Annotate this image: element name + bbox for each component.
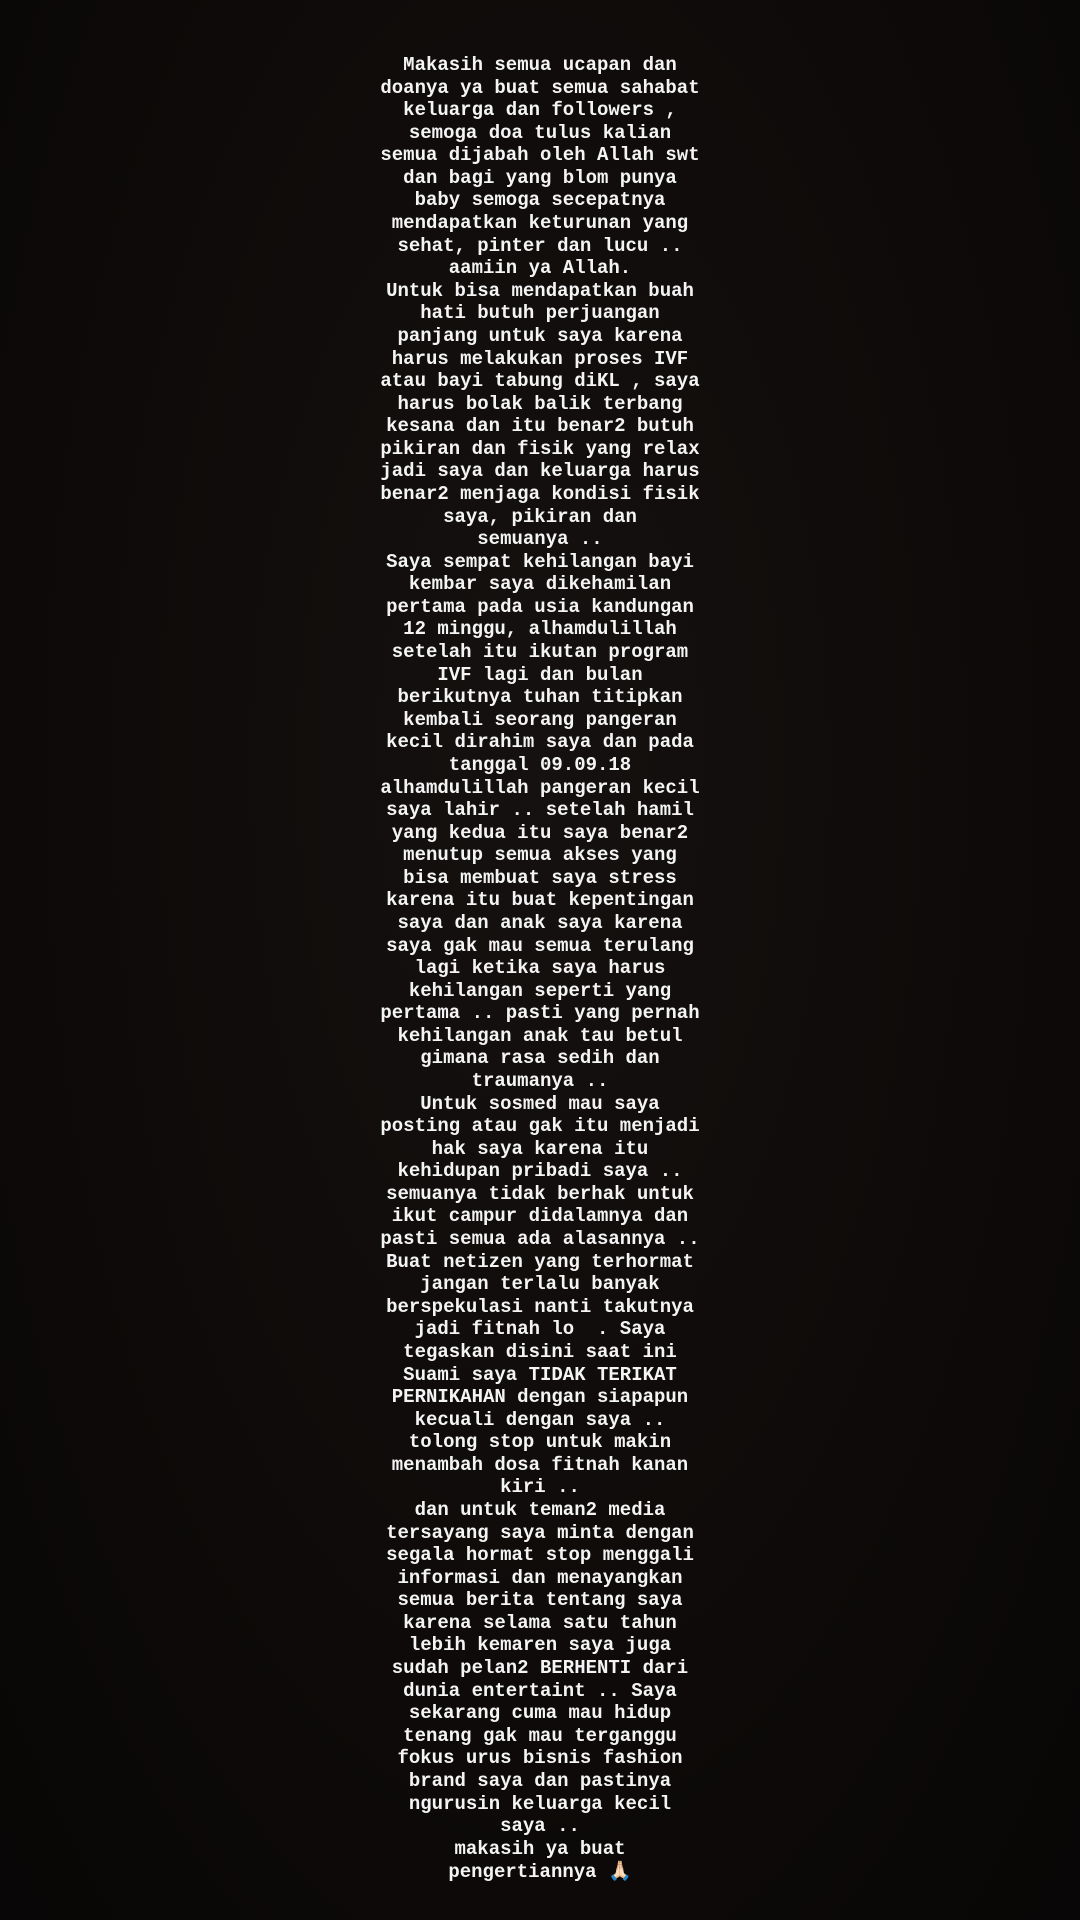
story-text-line: kembar saya dikehamilan (408, 573, 672, 596)
story-text-line: tegaskan disini saat ini (403, 1340, 677, 1363)
story-text-line: tanggal 09.09.18 (448, 753, 632, 776)
story-text-line: setelah itu ikutan program (391, 641, 689, 664)
story-text-line: kembali seorang pangeran (403, 708, 677, 731)
story-text-line: alhamdulillah pangeran kecil (380, 776, 700, 799)
story-text-line: ikut campur didalamnya dan (391, 1205, 689, 1228)
story-text-line-final (350, 1860, 730, 1883)
story-text-line: kehilangan anak tau betul (397, 1024, 683, 1047)
story-text-line: aamiin ya Allah. (448, 257, 632, 280)
story-text-line: kiri .. (500, 1476, 580, 1499)
story-text-line: keluarga dan followers , (403, 99, 677, 122)
story-text-line: traumanya .. (471, 1070, 609, 1093)
story-text-line: Saya sempat kehilangan bayi (386, 550, 694, 573)
story-text-line: dunia entertaint .. Saya (403, 1679, 677, 1702)
story-text-line: kehidupan pribadi saya .. (397, 1160, 683, 1183)
story-text-line: lagi ketika saya harus (414, 957, 666, 980)
story-text-line: hati butuh perjuangan (420, 302, 660, 325)
story-text-line: sekarang cuma mau hidup (408, 1702, 672, 1725)
story-text-line: Suami saya TIDAK TERIKAT (403, 1363, 677, 1386)
story-text-line: pikiran dan fisik yang relax (380, 437, 700, 460)
story-text-line: hak saya karena itu (431, 1137, 649, 1160)
story-text-block (350, 54, 730, 1883)
story-text-line: panjang untuk saya karena (397, 324, 683, 347)
story-text-line: kehilangan seperti yang (408, 979, 672, 1002)
story-text-line: tolong stop untuk makin (408, 1431, 672, 1454)
story-text-line: brand saya dan pastinya (408, 1769, 672, 1792)
story-text-line: saya, pikiran dan (443, 505, 637, 528)
story-text-line: Makasih semua ucapan dan (403, 54, 677, 76)
story-text-line: kesana dan itu benar2 butuh (386, 415, 694, 438)
story-text-line: makasih ya buat (454, 1837, 626, 1860)
story-text-line: semua berita tentang saya (397, 1589, 683, 1612)
story-text-line: baby semoga secepatnya (414, 189, 666, 212)
story-text-line: berspekulasi nanti takutnya (386, 1295, 694, 1318)
story-text-line: sehat, pinter dan lucu .. (397, 234, 683, 257)
story-text-line: jadi saya dan keluarga harus (380, 460, 700, 483)
story-text-line: IVF lagi dan bulan (437, 663, 643, 686)
story-text-line: dan bagi yang blom punya (403, 166, 677, 189)
story-text-line: bisa membuat saya stress (403, 866, 677, 889)
story-text-line: Buat netizen yang terhormat (386, 1250, 694, 1273)
story-text-line: harus melakukan proses IVF (391, 347, 689, 370)
story-text-line: tersayang saya minta dengan (386, 1521, 694, 1544)
story-text-line: semua dijabah oleh Allah swt (380, 144, 700, 167)
story-text-line: benar2 menjaga kondisi fisik (380, 482, 700, 505)
story-text-line: harus bolak balik terbang (397, 392, 683, 415)
story-text-line: berikutnya tuhan titipkan (397, 686, 683, 709)
story-text-line: menutup semua akses yang (403, 844, 677, 867)
story-text-line: saya gak mau semua terulang (386, 934, 694, 957)
story-text-line: doanya ya buat semua sahabat (380, 76, 700, 99)
story-text-line: semuanya tidak berhak untuk (386, 1182, 694, 1205)
story-text-line: menambah dosa fitnah kanan (391, 1453, 689, 1476)
story-text-line: mendapatkan keturunan yang (391, 212, 689, 235)
story-text-line: informasi dan menayangkan (397, 1566, 683, 1589)
story-text-line: Untuk bisa mendapatkan buah (386, 279, 694, 302)
story-text-line: PERNIKAHAN dengan siapapun (391, 1386, 689, 1409)
story-text-line: jangan terlalu banyak (420, 1273, 660, 1296)
story-text-line: atau bayi tabung diKL , saya (380, 370, 700, 393)
story-text-line: Untuk sosmed mau saya (420, 1092, 660, 1115)
story-text-final-label: pengertiannya (448, 1861, 608, 1884)
story-text-line: karena selama satu tahun (403, 1611, 677, 1634)
story-text-line: karena itu buat kepentingan (386, 889, 694, 912)
story-text-line: saya .. (500, 1815, 580, 1838)
story-text-line: semuanya .. (477, 528, 603, 551)
story-text-line: ngurusin keluarga kecil (408, 1792, 672, 1815)
story-text-line: posting atau gak itu menjadi (380, 1115, 700, 1138)
story-text-line: pasti semua ada alasannya .. (380, 1228, 700, 1251)
story-text-line: tenang gak mau terganggu (403, 1724, 677, 1747)
story-text-line: lebih kemaren saya juga (408, 1634, 672, 1657)
story-text-line: dan untuk teman2 media (414, 1499, 666, 1521)
story-text-line: yang kedua itu saya benar2 (391, 821, 689, 844)
story-text-line: saya dan anak saya karena (397, 911, 683, 934)
story-text-line: fokus urus bisnis fashion (397, 1747, 683, 1770)
praying-hands-icon: 🙏🏻 (607, 1860, 632, 1883)
story-text-line: kecuali dengan saya .. (414, 1408, 666, 1431)
story-text-line: pertama pada usia kandungan (386, 595, 694, 618)
story-text-line: pertama .. pasti yang pernah (380, 1002, 700, 1025)
story-text-line: saya lahir .. setelah hamil (386, 799, 694, 822)
story-text-line: jadi fitnah lo . Saya (414, 1318, 666, 1341)
story-text-line: kecil dirahim saya dan pada (386, 731, 694, 754)
story-text-line: sudah pelan2 BERHENTI dari (391, 1657, 689, 1680)
story-text-line: semoga doa tulus kalian (408, 121, 672, 144)
story-text-line: 12 minggu, alhamdulillah (403, 618, 677, 641)
story-text-line: segala hormat stop menggali (386, 1544, 694, 1567)
story-text-line: gimana rasa sedih dan (420, 1047, 660, 1070)
